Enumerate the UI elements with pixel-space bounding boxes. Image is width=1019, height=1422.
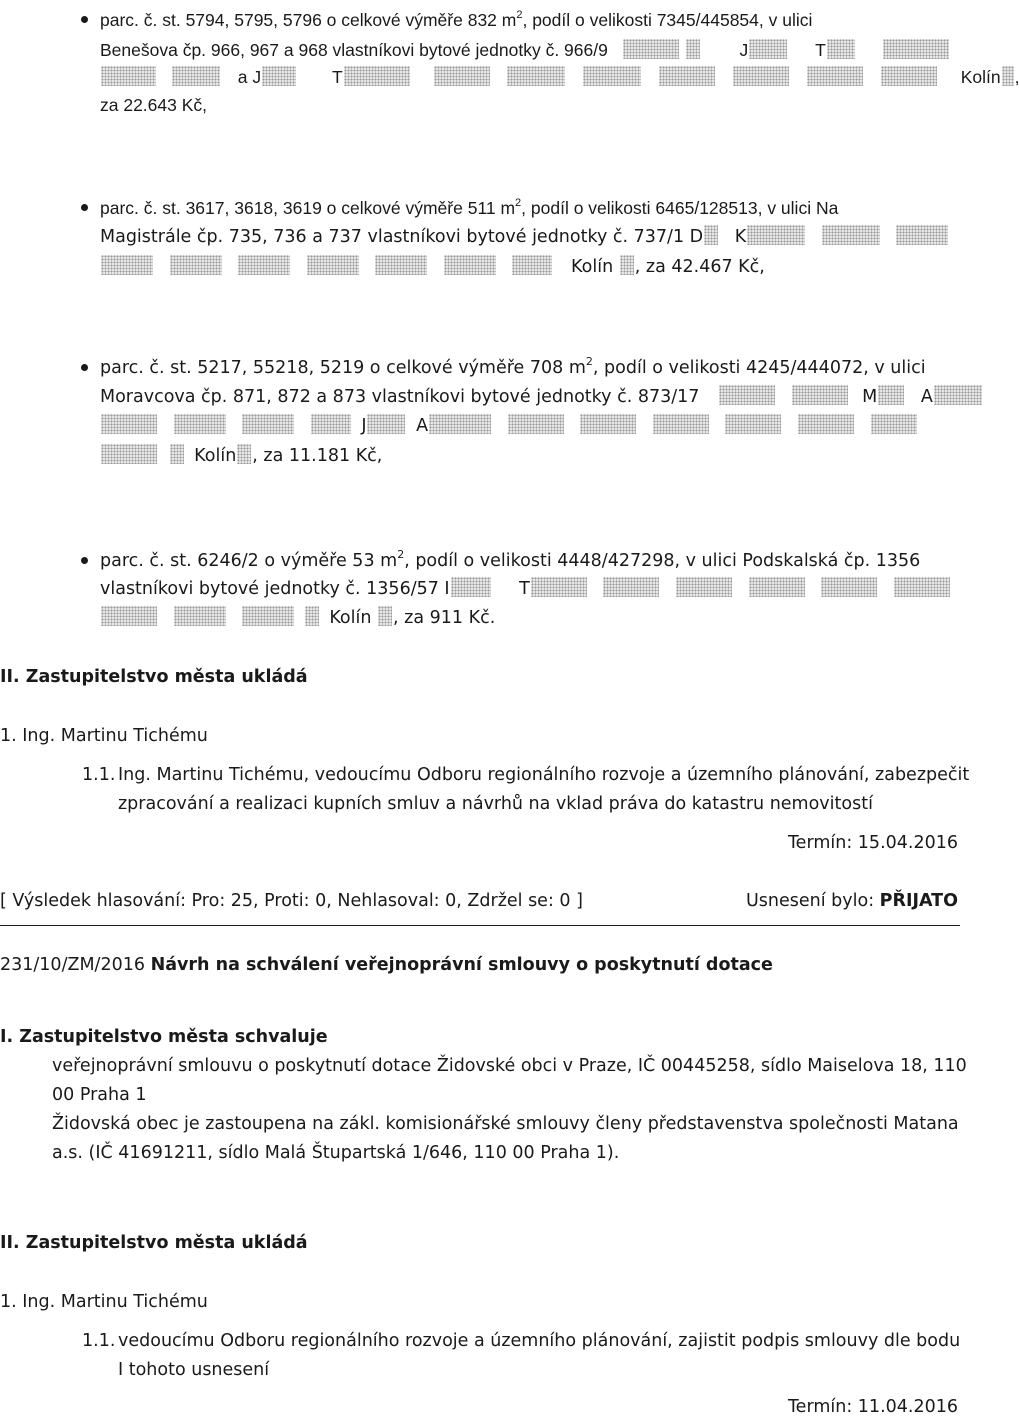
text: , za 911 Kč. — [393, 608, 496, 628]
redacted-block — [172, 66, 220, 86]
item-3-line-4 — [100, 441, 382, 471]
redacted-block — [798, 414, 854, 434]
redacted-block — [242, 606, 294, 626]
redacted-block — [531, 577, 587, 597]
person-line: 1. Ing. Martinu Tichému — [0, 726, 208, 746]
redacted-block — [174, 414, 226, 434]
text: parc. č. st. 3617, 3618, 3619 o celkové výměře 511 m — [100, 198, 516, 218]
redacted-block — [101, 444, 157, 464]
superscript: 2 — [397, 548, 405, 561]
text: T — [815, 40, 826, 60]
item-3-line-3 — [100, 411, 918, 441]
text: J — [739, 40, 749, 60]
status-label: Usnesení bylo: — [745, 891, 880, 911]
item-1-line-1 — [100, 5, 812, 35]
resolution-title: Návrh na schválení veřejnoprávní smlouvy o poskytnutí dotace — [150, 955, 773, 975]
text: T — [519, 579, 530, 599]
resolution-number: 231/10/ZM/2016 — [0, 955, 145, 975]
item-1-line-3 — [100, 62, 1019, 92]
item-4-line-2 — [100, 574, 951, 604]
text: , podíl o velikosti 4245/444072, v ulici — [592, 358, 926, 378]
text: Magistrále čp. 735, 736 a 737 vlastníkovi bytové jednotky č. 737/1 D — [100, 227, 704, 247]
bullet-dot — [81, 204, 88, 211]
redacted-block — [676, 577, 732, 597]
text: K — [734, 227, 747, 247]
paragraph-line: 00 Praha 1 — [52, 1085, 147, 1105]
redacted-block — [101, 255, 153, 275]
redacted-block — [878, 385, 904, 405]
redacted-block — [434, 66, 490, 86]
deadline: Termín: 15.04.2016 — [787, 833, 958, 853]
resolution-status — [746, 886, 958, 916]
redacted-block — [822, 225, 880, 245]
item-2-line-3 — [100, 252, 765, 282]
redacted-block — [1002, 66, 1014, 86]
text: Kolín — [194, 446, 237, 466]
redacted-block — [725, 414, 781, 434]
redacted-block — [827, 39, 855, 59]
section-heading: I. Zastupitelstvo města schvaluje — [0, 1027, 328, 1047]
item-4-line-1 — [100, 546, 920, 576]
redacted-block — [311, 414, 351, 434]
text: , podíl o velikosti 6465/128513, v ulici Na — [521, 198, 839, 218]
redacted-block — [174, 606, 226, 626]
text: A — [416, 416, 429, 436]
redacted-block — [807, 66, 863, 86]
redacted-block — [623, 39, 679, 59]
redacted-block — [704, 225, 718, 245]
redacted-block — [507, 66, 565, 86]
redacted-block — [101, 66, 156, 86]
redacted-block — [583, 66, 641, 86]
text: Kolín — [571, 257, 614, 277]
paragraph-line: veřejnoprávní smlouvu o poskytnutí dotace Židovské obci v Praze, IČ 00445258, sídlo Maiselova 18, 110 — [52, 1056, 967, 1076]
redacted-block — [934, 385, 982, 405]
bullet-dot — [81, 364, 88, 371]
redacted-block — [733, 66, 789, 86]
paragraph-line: a.s. (IČ 41691211, sídlo Malá Štupartská 1/646, 110 00 Praha 1). — [52, 1143, 620, 1163]
text: a J — [237, 67, 262, 87]
redacted-block — [508, 414, 564, 434]
item-3-line-2 — [100, 382, 983, 412]
paragraph-line: Židovská obec je zastoupena na zákl. komisionářské smlouvy členy představenstva společnosti Matana — [52, 1114, 959, 1134]
sub-text-line-1: Ing. Martinu Tichému, vedoucímu Odboru regionálního rozvoje a územního plánování, zabezpečit — [118, 765, 970, 785]
person-line: 1. Ing. Martinu Tichému — [0, 1292, 208, 1312]
item-2-line-2 — [100, 222, 949, 252]
redacted-block — [894, 577, 950, 597]
redacted-block — [101, 606, 157, 626]
bullet-dot — [81, 557, 88, 564]
sub-text-line-2: zpracování a realizaci kupních smluv a návrhů na vklad práva do katastru nemovitostí — [118, 794, 873, 814]
redacted-block — [580, 414, 636, 434]
redacted-block — [238, 255, 290, 275]
redacted-block — [792, 385, 848, 405]
text: parc. č. st. 5217, 55218, 5219 o celkové výměře 708 m — [100, 358, 586, 378]
redacted-block — [444, 255, 496, 275]
redacted-block — [367, 414, 405, 434]
redacted-block — [821, 577, 877, 597]
redacted-block — [451, 577, 491, 597]
redacted-block — [883, 39, 949, 59]
text: Benešova čp. 966, 967 a 968 vlastníkovi bytové jednotky č. 966/9 — [100, 40, 608, 60]
superscript: 2 — [515, 197, 522, 209]
item-1-line-2 — [100, 35, 960, 65]
text: Moravcova čp. 871, 872 a 873 vlastníkovi bytové jednotky č. 873/17 — [100, 387, 700, 407]
section-heading: II. Zastupitelstvo města ukládá — [0, 667, 308, 687]
redacted-block — [871, 414, 917, 434]
superscript: 2 — [585, 355, 593, 368]
redacted-block — [881, 66, 937, 86]
redacted-block — [429, 414, 491, 434]
redacted-block — [378, 606, 392, 626]
redacted-block — [512, 255, 552, 275]
redacted-block — [659, 66, 715, 86]
redacted-block — [686, 39, 700, 59]
sub-text-line-1: vedoucímu Odboru regionálního rozvoje a územního plánování, zajistit podpis smlouvy dle bodu — [118, 1331, 961, 1351]
section-heading: II. Zastupitelstvo města ukládá — [0, 1233, 308, 1253]
text: Kolín — [960, 67, 1001, 87]
redacted-block — [305, 606, 319, 626]
redacted-block — [344, 66, 410, 86]
text: M — [862, 387, 878, 407]
item-4-line-3 — [100, 603, 495, 633]
status-badge: PŘIJATO — [879, 891, 958, 911]
text: , za 11.181 Kč, — [252, 446, 383, 466]
redacted-block — [101, 414, 157, 434]
text: J — [361, 416, 367, 436]
text: vlastníkovi bytové jednotky č. 1356/57 I — [100, 579, 450, 599]
sub-number: 1.1. — [82, 765, 116, 785]
redacted-block — [747, 225, 805, 245]
item-3-line-1 — [100, 353, 926, 383]
redacted-block — [170, 255, 222, 275]
redacted-block — [262, 66, 296, 86]
redacted-block — [603, 577, 659, 597]
redacted-block — [237, 444, 251, 464]
sub-text-line-2: I tohoto usnesení — [118, 1360, 270, 1380]
redacted-block — [307, 255, 359, 275]
sub-number: 1.1. — [82, 1331, 116, 1351]
resolution-title-line — [0, 950, 773, 980]
redacted-block — [375, 255, 427, 275]
redacted-block — [719, 385, 775, 405]
text: parc. č. st. 5794, 5795, 5796 o celkové výměře 832 m — [100, 10, 517, 30]
text: , za 42.467 Kč, — [634, 257, 765, 277]
text: , — [1014, 67, 1019, 87]
redacted-block — [749, 577, 805, 597]
redacted-block — [896, 225, 948, 245]
deadline: Termín: 11.04.2016 — [787, 1397, 958, 1417]
superscript: 2 — [516, 9, 523, 21]
text: parc. č. st. 6246/2 o výměře 53 m — [100, 551, 398, 571]
item-1-line-4: za 22.643 Kč, — [100, 95, 208, 115]
divider — [0, 925, 960, 926]
redacted-block — [749, 39, 787, 59]
text: A — [920, 387, 933, 407]
text: Kolín — [329, 608, 372, 628]
text: T — [331, 67, 343, 87]
bullet-dot — [81, 16, 88, 23]
text: , podíl o velikosti 7345/445854, v ulici — [522, 10, 813, 30]
redacted-block — [620, 255, 634, 275]
redacted-block — [242, 414, 294, 434]
item-2-line-1 — [100, 193, 838, 223]
redacted-block — [653, 414, 709, 434]
vote-result: [ Výsledek hlasování: Pro: 25, Proti: 0, Nehlasoval: 0, Zdržel se: 0 ] — [0, 891, 583, 911]
redacted-block — [170, 444, 184, 464]
text: , podíl o velikosti 4448/427298, v ulici Podskalská čp. 1356 — [404, 551, 921, 571]
